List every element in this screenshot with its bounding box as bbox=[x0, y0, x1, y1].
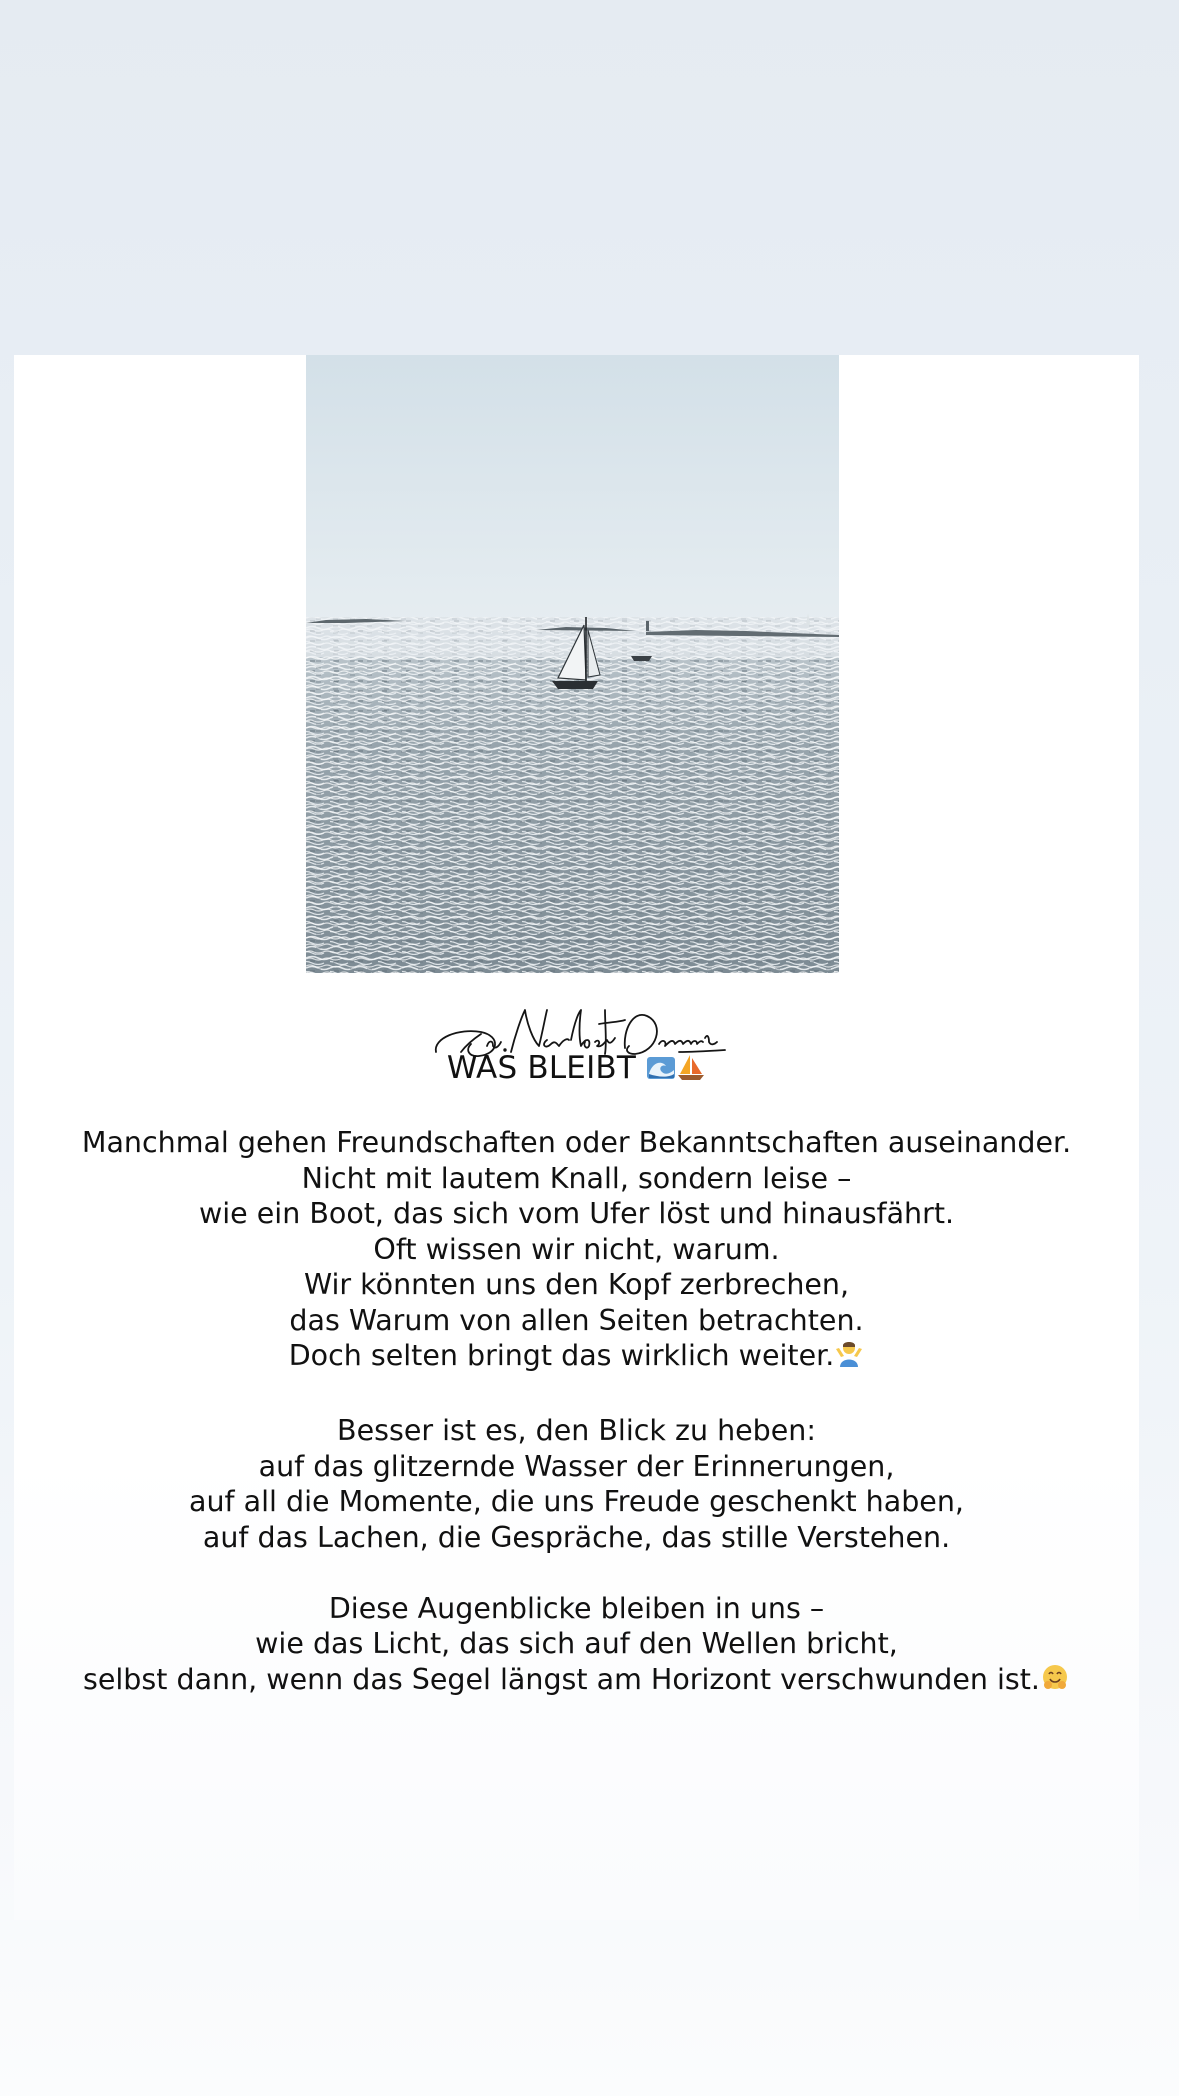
poem-line: auf all die Momente, die uns Freude geschenkt haben, bbox=[189, 1485, 964, 1518]
stanza-gap bbox=[14, 1378, 1139, 1414]
poem-line: Manchmal gehen Freundschaften oder Bekanntschaften auseinander. bbox=[81, 1126, 1072, 1159]
poem-line-with-emoji bbox=[14, 1662, 1139, 1702]
poem-line-text: selbst dann, wenn das Segel längst am Horizont verschwunden ist. bbox=[83, 1662, 1040, 1696]
title-text: WAS BLEIBT bbox=[446, 1050, 637, 1086]
poem-line: Besser ist es, den Blick zu heben: bbox=[337, 1414, 816, 1447]
poem-line: Oft wissen wir nicht, warum. bbox=[373, 1232, 780, 1266]
person-shrugging-emoji bbox=[834, 1339, 864, 1378]
poem-line: Wir könnten uns den Kopf zerbrechen, bbox=[303, 1268, 850, 1301]
wave-emoji bbox=[646, 1052, 676, 1090]
sailboat-sea-photo[interactable] bbox=[306, 355, 839, 973]
poem-line: das Warum von allen Seiten betrachten. bbox=[289, 1303, 864, 1337]
hugging-face-emoji bbox=[1040, 1663, 1070, 1702]
post-title bbox=[14, 1050, 1139, 1090]
poem-line: auf das Lachen, die Gespräche, das stille Verstehen. bbox=[202, 1520, 951, 1554]
poem-body bbox=[14, 1125, 1139, 1701]
poem-line-with-emoji bbox=[14, 1338, 1139, 1378]
post-card bbox=[14, 355, 1139, 1920]
poem-line: Nicht mit lautem Knall, sondern leise – bbox=[301, 1161, 852, 1195]
stanza-gap bbox=[14, 1555, 1139, 1591]
poem-line-text: Doch selten bringt das wirklich weiter. bbox=[288, 1339, 835, 1372]
poem-line: Diese Augenblicke bleiben in uns – bbox=[328, 1591, 825, 1625]
poem-line: auf das glitzernde Wasser der Erinnerungen, bbox=[258, 1449, 895, 1483]
poem-line: wie ein Boot, das sich vom Ufer löst und hinausfährt. bbox=[198, 1197, 955, 1230]
poem-line: wie das Licht, das sich auf den Wellen bricht, bbox=[255, 1627, 898, 1660]
sailboat-emoji bbox=[676, 1052, 706, 1090]
